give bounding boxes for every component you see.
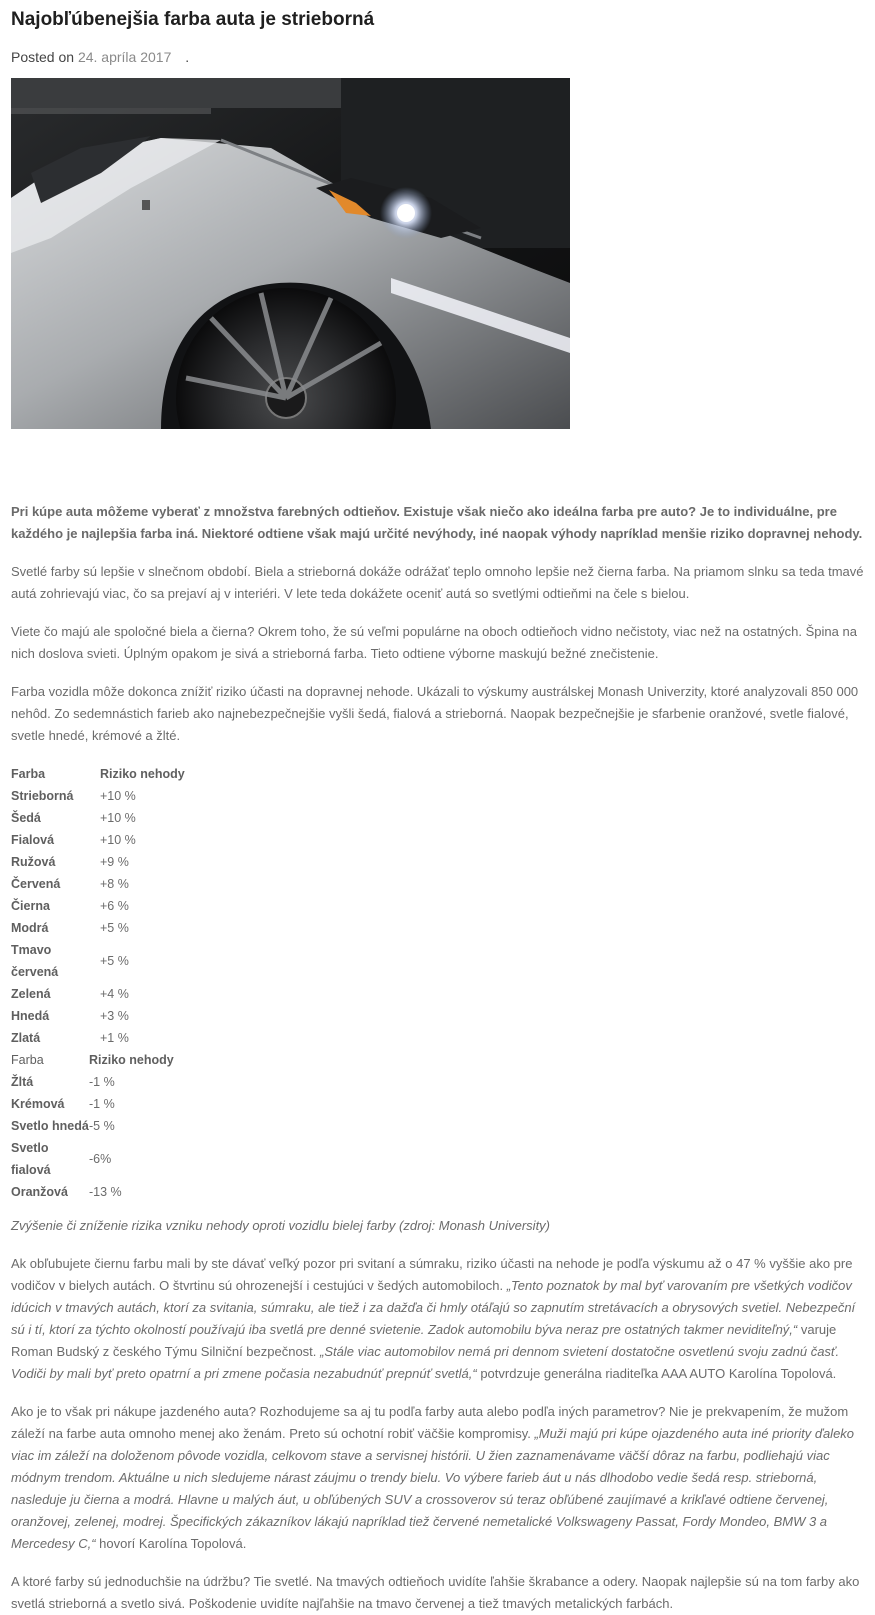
- table-cell-color: Tmavo červená: [11, 943, 59, 979]
- paragraph-4-text-c: potvrdzuje generálna riaditeľka AAA AUTO Karolína Topolová.: [476, 1366, 837, 1381]
- table-cell-risk: +6 %: [100, 899, 129, 913]
- paragraph-5-text-a: Ako je to však pri nákupe jazdeného auta? Rozhodujeme sa aj tu podľa farby auta alebo podľa iných parametrov? Nie je prekvapením, že mužom záleží na farbe auta omnoho menej ako ženám. Preto sú ochotní robiť väčšie kompromisy.: [11, 1404, 849, 1441]
- table-cell-color: Svetlo fialová: [11, 1141, 51, 1177]
- table-row: [11, 785, 185, 807]
- table-cell-color: Oranžová: [11, 1185, 68, 1199]
- article-title[interactable]: Najobľúbenejšia farba auta je strieborná: [11, 9, 375, 30]
- table-cell-color: Fialová: [11, 833, 55, 847]
- quote-topolova-2: „Muži majú pri kúpe ojazdeného auta iné priority ďaleko viac im záleží na doloženom pôvode vozidla, celkovom stave a servisnej histórii. U žien zaznamenávame väčší dôraz na farbu, podliehajú viac módnym trendom. Aktuálne u nich sledujeme nárast záujmu o trendy bielu. Vo výbere farieb áut u nás dlhodobo vedie šedá resp. strieborná, nasleduje ju čierna a modrá. Hlavne u malých áut, u obľúbených SUV a crossoverov sú teraz obľúbené zaujímavé a krikľavé odtiene červenej, oranžovej, zelenej, modrej. Špecifických zákazníkov lákajú napríklad tiež červené nemetalické Volkswageny Passat, Fordy Mondeo, BMW 3 a Mercedesy C,“: [11, 1426, 855, 1551]
- table-row: [11, 1181, 174, 1203]
- paragraph-5: [11, 1401, 864, 1555]
- table-cell-risk: +10 %: [100, 833, 136, 847]
- table-cell-color: Krémová: [11, 1097, 65, 1111]
- table-cell-color: Hnedá: [11, 1009, 50, 1023]
- table-row: [11, 1005, 185, 1027]
- table-row: [11, 873, 185, 895]
- table-row: [11, 1137, 174, 1181]
- table-header-risk: Riziko nehody: [100, 767, 185, 781]
- table-cell-risk: -6%: [89, 1152, 112, 1166]
- table-cell-risk: -13 %: [89, 1185, 122, 1199]
- table-row: [11, 983, 185, 1005]
- table-caption-text: Zvýšenie či zníženie rizika vzniku nehody oproti vozidlu bielej farby (zdroj: Monash University): [11, 1218, 551, 1233]
- table-cell-risk: -1 %: [89, 1075, 115, 1089]
- paragraph-4-text-a: Ak obľubujete čiernu farbu mali by ste dávať veľký pozor pri svitaní a súmraku, riziko účasti na nehode je podľa výskumu až o 47 % vyššie ako pre vodičov v bielych autách. O štvrtinu sú ohrozenejší i cestujúci v šedých automobiloch.: [11, 1256, 853, 1293]
- table-cell-risk: +1 %: [100, 1031, 129, 1045]
- posted-date-link[interactable]: 24. apríla 2017: [77, 49, 172, 65]
- table-cell-risk: +4 %: [100, 987, 129, 1001]
- paragraph-6: A ktoré farby sú jednoduchšie na údržbu? Tie svetlé. Na tmavých odtieňoch uvidíte ľahšie škrabance a odery. Naopak najlepšie sú na tom farby ako svetlá strieborná a svetlo sivá. Poškodenie uvidíte najľahšie na tmavo červenej a tiež tmavých metalických farbách.: [11, 1574, 860, 1611]
- paragraph-1: Svetlé farby sú lepšie v slnečnom období. Biela a strieborná dokáže odrážať teplo omnoho lepšie než čierna farba. Na priamom slnku sa teda tmavé autá zohrievajú viac, čo sa prejaví aj v interiéri. V lete teda dokážete oceniť autá so svetlými odtieňmi na čele s bielou.: [11, 564, 864, 601]
- paragraph-4: [11, 1253, 864, 1385]
- table-cell-risk: +10 %: [100, 789, 136, 803]
- table-header-risk: Riziko nehody: [89, 1053, 174, 1067]
- paragraph-4-text-b: varuje Roman Budský z českého Týmu Silniční bezpečnost.: [11, 1322, 837, 1359]
- table-row: [11, 1027, 185, 1049]
- car-photo: [11, 78, 570, 429]
- table-row: [11, 917, 185, 939]
- risk-table-increase: [11, 763, 185, 1049]
- table-cell-color: Žltá: [11, 1075, 34, 1089]
- table-row: [11, 829, 185, 851]
- table-header-color: Farba: [11, 1053, 44, 1067]
- table-header-row: [11, 763, 185, 785]
- table-cell-risk: +5 %: [100, 921, 129, 935]
- quote-topolova-1: „Stále viac automobilov nemá pri dennom svietení dostatočne osvetlenú svoju zadnú časť. Vodiči by mali byť preto opatrní a pri zmene počasia nezabudnúť prepnúť svetlá,“: [11, 1344, 840, 1381]
- post-meta: [11, 48, 864, 66]
- table-row: [11, 1071, 174, 1093]
- table-header-row: [11, 1049, 174, 1071]
- paragraph-5-text-b: hovorí Karolína Topolová.: [95, 1536, 247, 1551]
- table-cell-risk: +8 %: [100, 877, 129, 891]
- table-row: [11, 1093, 174, 1115]
- table-cell-color: Modrá: [11, 921, 49, 935]
- table-cell-risk: +10 %: [100, 811, 136, 825]
- table-cell-risk: -1 %: [89, 1097, 115, 1111]
- table-cell-color: Červená: [11, 877, 61, 891]
- table-cell-color: Zelená: [11, 987, 51, 1001]
- table-row: [11, 939, 185, 983]
- table-row: [11, 1115, 174, 1137]
- table-cell-risk: -5 %: [89, 1119, 115, 1133]
- risk-table-decrease: [11, 1049, 174, 1203]
- table-caption: [11, 1215, 864, 1237]
- table-header-color: Farba: [11, 767, 46, 781]
- table-cell-risk: +5 %: [100, 954, 129, 968]
- table-cell-risk: +3 %: [100, 1009, 129, 1023]
- table-cell-color: Zlatá: [11, 1031, 41, 1045]
- table-row: [11, 851, 185, 873]
- table-cell-risk: +9 %: [100, 855, 129, 869]
- table-cell-color: Čierna: [11, 899, 50, 913]
- posted-prefix: Posted on: [11, 49, 75, 65]
- table-cell-color: Šedá: [11, 811, 41, 825]
- lead-paragraph: Pri kúpe auta môžeme vyberať z množstva farebných odtieňov. Existuje však niečo ako ideálna farba pre auto? Je to individuálne, pre každého je najlepšia farba iná. Niektoré odtiene však majú určité nevýhody, iné naopak výhody napríklad menšie riziko dopravnej nehody.: [11, 504, 863, 541]
- quote-budsky: „Tento poznatok by mal byť varovaním pre všetkých vodičov idúcich v tmavých autách, ktorí za svitania, súmraku, ale tiež i za dažďa či hmly otáľajú so zapnutím stretávacích a obrysových svetiel. Nebezpeční sú i tí, ktorí za týchto okolností používajú iba svetlá pre denné svietenie. Zadok automobilu býva neraz pre ostatných takmer neviditeľný,“: [11, 1278, 856, 1337]
- article-body: [11, 501, 864, 1615]
- table-cell-color: Svetlo hnedá: [11, 1119, 89, 1133]
- table-cell-color: Strieborná: [11, 789, 74, 803]
- table-cell-color: Ružová: [11, 855, 56, 869]
- paragraph-3: Farba vozidla môže dokonca znížiť riziko účasti na dopravnej nehode. Ukázali to výskumy austrálskej Monash Univerzity, ktoré analyzovali 850 000 nehôd. Zo sedemnástich farieb ako najnebezpečnejšie vyšli šedá, fialová a strieborná. Naopak bezpečnejšie je sfarbenie oranžové, svetle fialové, svetle hnedé, krémové a žlté.: [11, 684, 859, 743]
- meta-dot: .: [185, 49, 190, 65]
- table-row: [11, 895, 185, 917]
- paragraph-2: Viete čo majú ale spoločné biela a čierna? Okrem toho, že sú veľmi populárne na oboch odtieňoch vidno nečistoty, viac než na ostatných. Špina na nich doslova svieti. Úplným opakom je sivá a strieborná farba. Tieto odtiene výborne maskujú bežné znečistenie.: [11, 624, 857, 661]
- table-row: [11, 807, 185, 829]
